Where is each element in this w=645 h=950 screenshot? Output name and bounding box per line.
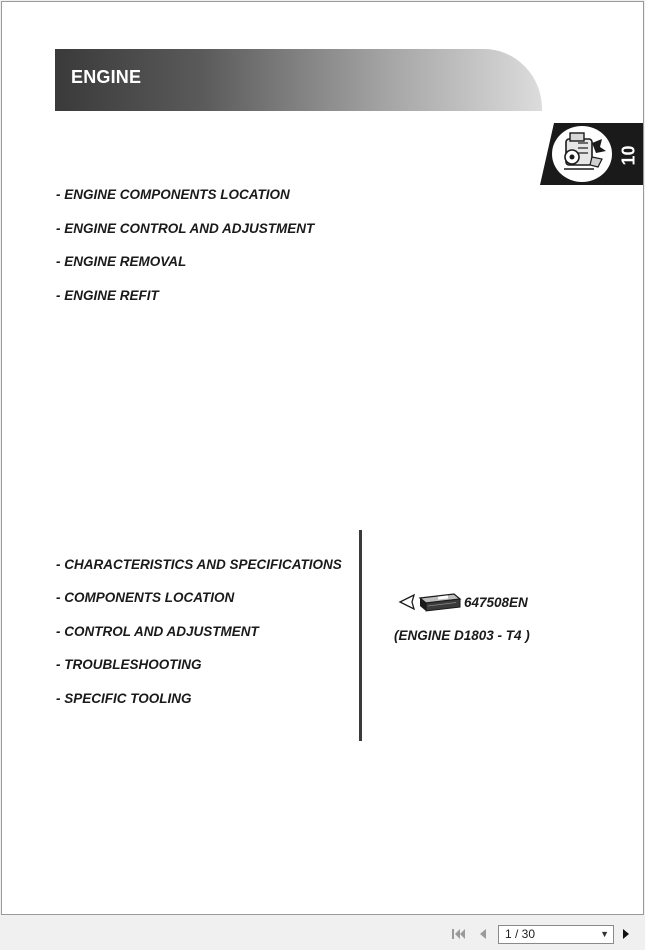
vertical-divider: [359, 530, 362, 741]
list-item: - ENGINE COMPONENTS LOCATION: [56, 187, 290, 202]
chapter-number: 10: [618, 144, 639, 166]
first-page-icon[interactable]: [451, 926, 467, 942]
list-item: - SPECIFIC TOOLING: [56, 690, 192, 706]
page-title: ENGINE: [71, 67, 142, 87]
viewer-toolbar: [0, 919, 645, 950]
list-item: - COMPONENTS LOCATION: [56, 590, 235, 606]
manual-subtitle: (ENGINE D1803 - T4 ): [394, 628, 530, 643]
list-item: - CONTROL AND ADJUSTMENT: [56, 623, 259, 639]
manual-book-icon: [398, 590, 462, 614]
manual-reference: [398, 590, 528, 614]
dropdown-caret-icon: ▼: [600, 929, 609, 939]
list-item: - ENGINE CONTROL AND ADJUSTMENT: [56, 220, 315, 236]
engine-icon: [552, 126, 612, 182]
next-page-icon[interactable]: [618, 926, 634, 942]
section-list: [56, 187, 314, 321]
page-selector[interactable]: 1 / 30 ▼: [498, 925, 614, 944]
header-banner: [55, 49, 542, 111]
list-item: - TROUBLESHOOTING: [56, 657, 202, 673]
list-item: - ENGINE REFIT: [56, 287, 159, 303]
document-page: [1, 1, 644, 915]
reference-list: [56, 557, 342, 724]
manual-code: 647508EN: [464, 594, 528, 610]
list-item: - ENGINE REMOVAL: [56, 254, 187, 270]
previous-page-icon[interactable]: [475, 926, 491, 942]
list-item: - CHARACTERISTICS AND SPECIFICATIONS: [56, 557, 342, 572]
